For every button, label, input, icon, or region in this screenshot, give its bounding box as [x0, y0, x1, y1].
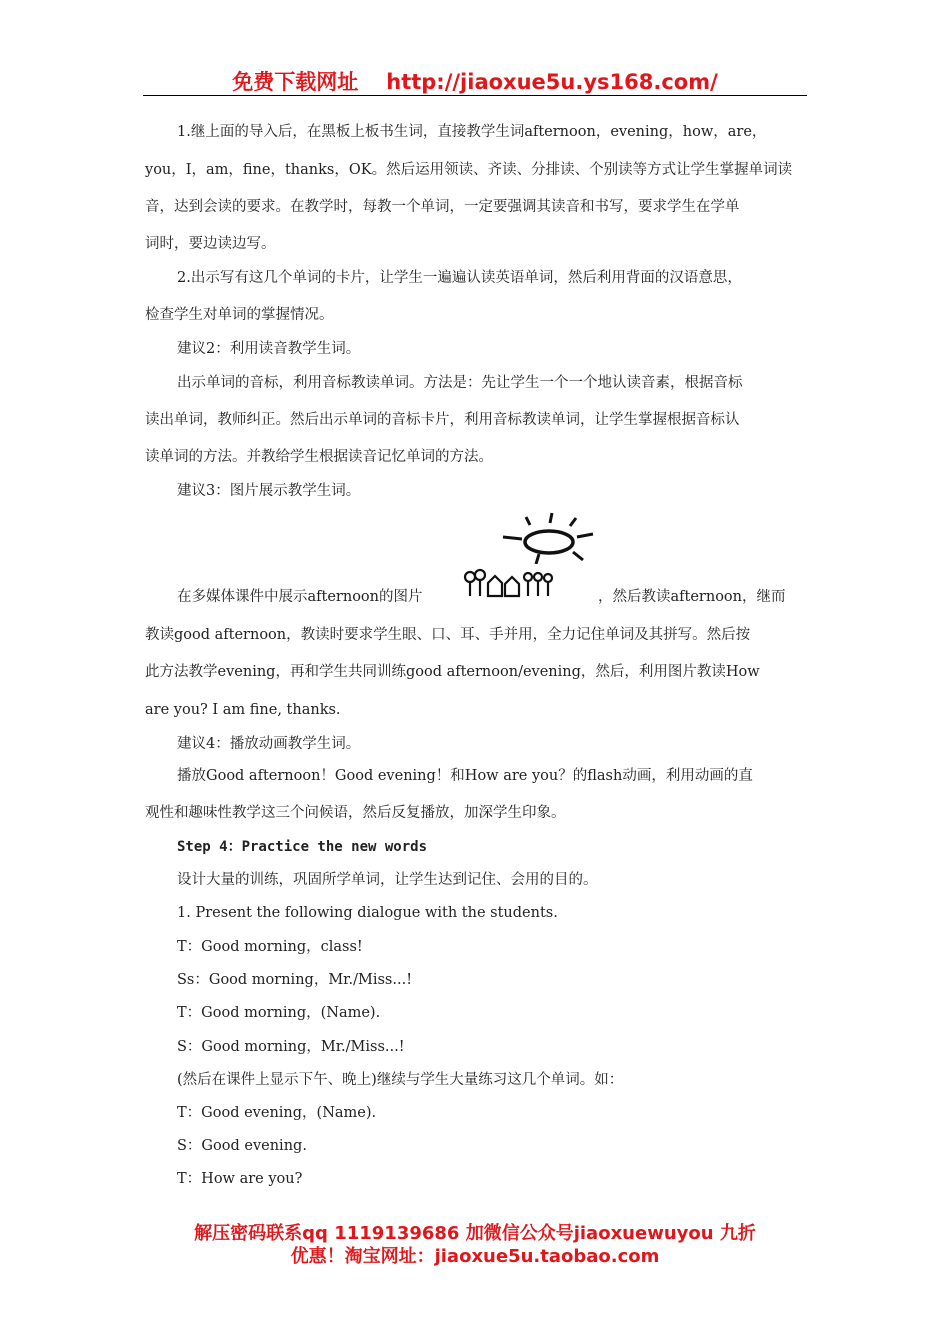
dialogue-line5: S：Good morning，Mr./Miss...!	[177, 1039, 405, 1055]
suggestion3-line1a: 在多媒体课件中展示afternoon的图片	[177, 589, 423, 605]
dialogue-line2: T：Good morning，class!	[177, 939, 363, 955]
suggestion3-line3: 此方法教学evening，再和学生共同训练good afternoon/evening，然后，利用图片教读How	[145, 664, 760, 680]
suggestion3-line1b: ，然后教读afternoon，继而	[598, 589, 786, 605]
para2-line2: 检查学生对单词的掌握情况。	[145, 307, 334, 323]
para1-line1: 1.继上面的导入后，在黑板上板书生词，直接教学生词afternoon，evening，how，are，	[177, 124, 767, 140]
dialogue-line7: T：Good evening，(Name).	[177, 1105, 377, 1121]
drill-intro: 设计大量的训练，巩固所学单词，让学生达到记住、会用的目的。	[177, 872, 598, 888]
footer-line1: 解压密码联系qq 1119139686 加微信公众号jiaoxuewuyou 九折	[194, 1223, 756, 1244]
suggestion2-line1: 出示单词的音标，利用音标教读单词。方法是：先让学生一个一个地认读音素，根据音标	[177, 375, 743, 391]
dialogue-line4: T：Good morning，(Name).	[177, 1005, 381, 1021]
para2-line1: 2.出示写有这几个单词的卡片，让学生一遍遍认读英语单词，然后利用背面的汉语意思，	[177, 270, 742, 286]
para1-line3: 音，达到会读的要求。在教学时，每教一个单词，一定要强调其读音和书写，要求学生在学单	[145, 199, 740, 215]
suggestion4-title: 建议4：播放动画教学生词。	[177, 736, 361, 752]
para1-line4: 词时，要边读边写。	[145, 236, 276, 252]
suggestion4-line2: 观性和趣味性教学这三个问候语，然后反复播放，加深学生印象。	[145, 805, 566, 821]
header-divider	[143, 95, 807, 96]
dialogue-line6: (然后在课件上显示下午、晚上)继续与学生大量练习这几个单词。如：	[177, 1072, 624, 1088]
header-url-link[interactable]: http://jiaoxue5u.ys168.com/	[386, 70, 718, 94]
suggestion2-line2: 读出单词，教师纠正。然后出示单词的音标卡片，利用音标教读单词，让学生掌握根据音标认	[145, 412, 740, 428]
houses-trees-icon	[462, 568, 562, 598]
footer-line2: 优惠！淘宝网址：jiaoxue5u.taobao.com	[290, 1246, 660, 1267]
header-label: 免费下载网址	[232, 70, 359, 94]
suggestion2-title: 建议2：利用读音教学生词。	[177, 341, 361, 357]
suggestion3-line2: 教读good afternoon，教读时要求学生眼、口、耳、手并用，全力记住单词及其拼写。然后按	[145, 627, 751, 643]
suggestion3-line4: are you? I am fine, thanks.	[145, 702, 341, 718]
dialogue-line1: 1. Present the following dialogue with the students.	[177, 905, 558, 921]
dialogue-line9: T：How are you?	[177, 1171, 303, 1187]
header-banner	[0, 66, 950, 96]
sun-drawing-icon	[497, 512, 597, 564]
suggestion2-line3: 读单词的方法。并教给学生根据读音记忆单词的方法。	[145, 449, 493, 465]
suggestion3-title: 建议3：图片展示教学生词。	[177, 483, 361, 499]
suggestion4-line1: 播放Good afternoon！Good evening！和How are you？的flash动画，利用动画的直	[177, 768, 753, 784]
dialogue-line3: Ss：Good morning，Mr./Miss...!	[177, 972, 413, 988]
dialogue-line8: S：Good evening.	[177, 1138, 307, 1154]
step4-heading: Step 4：Practice the new words	[177, 839, 428, 855]
para1-line2: you，I，am，fine，thanks，OK。然后运用领读、齐读、分排读、个别读等方式让学生掌握单词读	[145, 162, 793, 178]
